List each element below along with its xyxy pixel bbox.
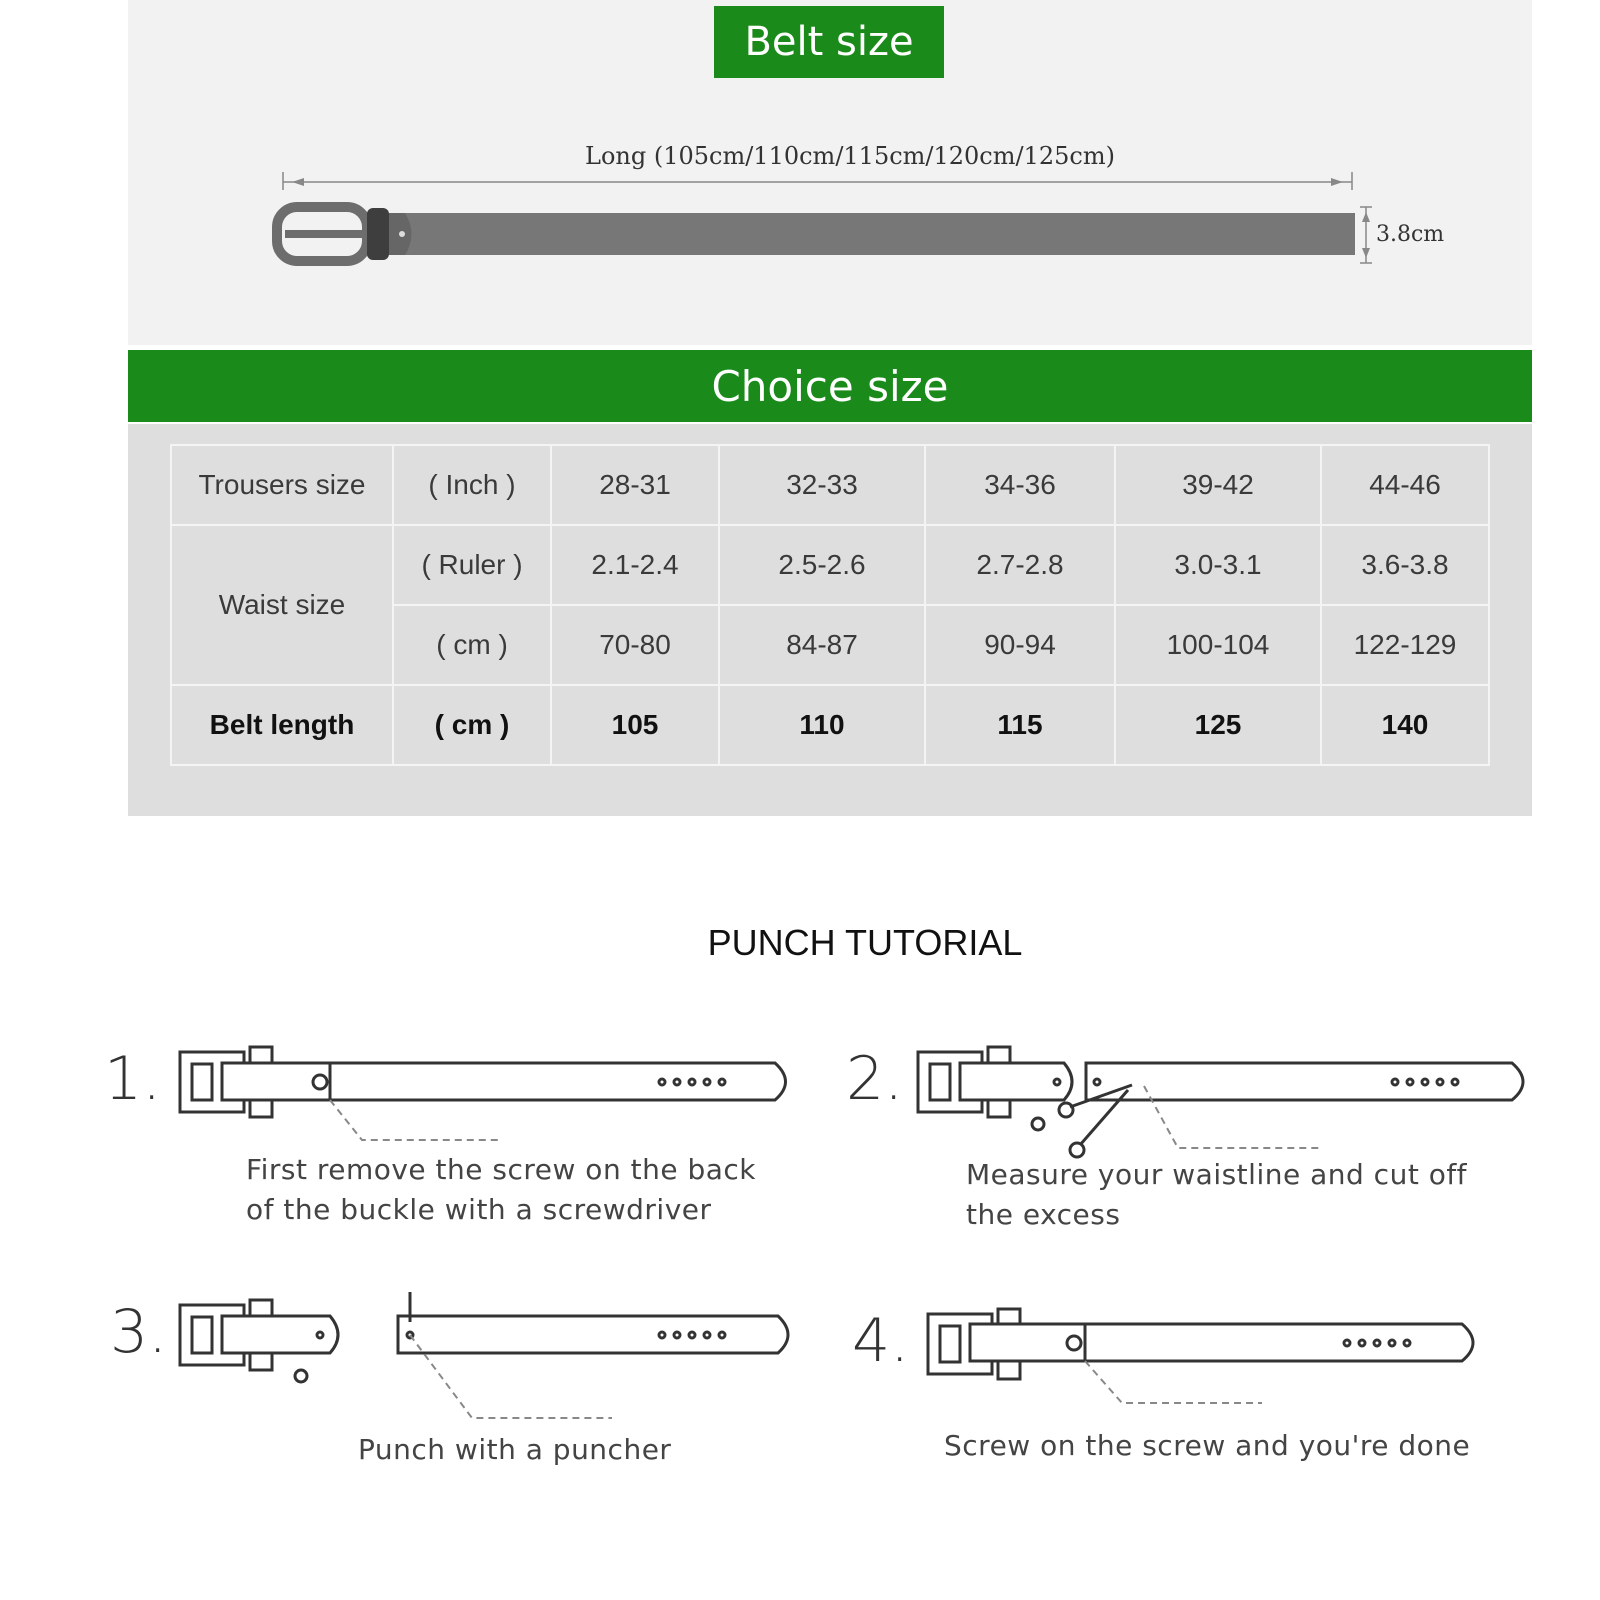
step4-leader <box>1085 1361 1262 1403</box>
step-4-line1: Screw on the screw and you're done <box>944 1429 1471 1462</box>
row-label: Trousers size <box>171 445 393 525</box>
step-4-text <box>944 1426 1470 1466</box>
step-2-line2: the excess <box>966 1198 1121 1231</box>
step-1-line1: First remove the screw on the back <box>246 1153 756 1186</box>
step-3-text <box>358 1430 671 1470</box>
table-cell: 2.5-2.6 <box>719 525 925 605</box>
step-1-text <box>246 1150 756 1230</box>
step-3-line1: Punch with a puncher <box>358 1433 672 1466</box>
step-4-number: 4. <box>852 1306 910 1376</box>
row-label: Waist size <box>171 525 393 685</box>
tutorial-title: PUNCH TUTORIAL <box>707 922 1023 963</box>
row-unit: ( Inch ) <box>393 445 551 525</box>
table-cell: 39-42 <box>1115 445 1321 525</box>
table-cell: 140 <box>1321 685 1489 765</box>
table-cell: 84-87 <box>719 605 925 685</box>
table-cell: 28-31 <box>551 445 719 525</box>
belt-size-title: Belt size <box>714 6 944 78</box>
step1-leader <box>330 1100 500 1140</box>
table-cell: 3.6-3.8 <box>1321 525 1489 605</box>
row-unit: ( Ruler ) <box>393 525 551 605</box>
row-label: Belt length <box>171 685 393 765</box>
table-cell: 90-94 <box>925 605 1115 685</box>
table-cell: 105 <box>551 685 719 765</box>
step1-belt-icon <box>180 1047 786 1117</box>
step-2-line1: Measure your waistline and cut off <box>966 1158 1468 1191</box>
step-3-number: 3. <box>110 1297 168 1367</box>
step-2-text <box>966 1155 1467 1235</box>
table-cell: 125 <box>1115 685 1321 765</box>
table-cell: 115 <box>925 685 1115 765</box>
belt-width-label: 3.8cm <box>1376 222 1445 247</box>
table-cell: 3.0-3.1 <box>1115 525 1321 605</box>
table-cell: 122-129 <box>1321 605 1489 685</box>
step3-belt-icon <box>180 1292 788 1382</box>
table-cell: 44-46 <box>1321 445 1489 525</box>
table-cell: 32-33 <box>719 445 925 525</box>
table-cell: 100-104 <box>1115 605 1321 685</box>
belt-length-label: Long (105cm/110cm/115cm/120cm/125cm) <box>585 142 1115 170</box>
step-1-line2: of the buckle with a screwdriver <box>246 1193 712 1226</box>
table-cell: 34-36 <box>925 445 1115 525</box>
table-cell: 70-80 <box>551 605 719 685</box>
table-cell: 2.1-2.4 <box>551 525 719 605</box>
row-unit: ( cm ) <box>393 685 551 765</box>
step-1-number: 1. <box>104 1044 162 1114</box>
step4-belt-icon <box>928 1309 1473 1379</box>
step2-belt-icon <box>918 1047 1523 1130</box>
choice-size-title: Choice size <box>128 350 1532 422</box>
row-unit: ( cm ) <box>393 605 551 685</box>
table-cell: 110 <box>719 685 925 765</box>
step-2-number: 2. <box>846 1044 904 1114</box>
table-cell: 2.7-2.8 <box>925 525 1115 605</box>
